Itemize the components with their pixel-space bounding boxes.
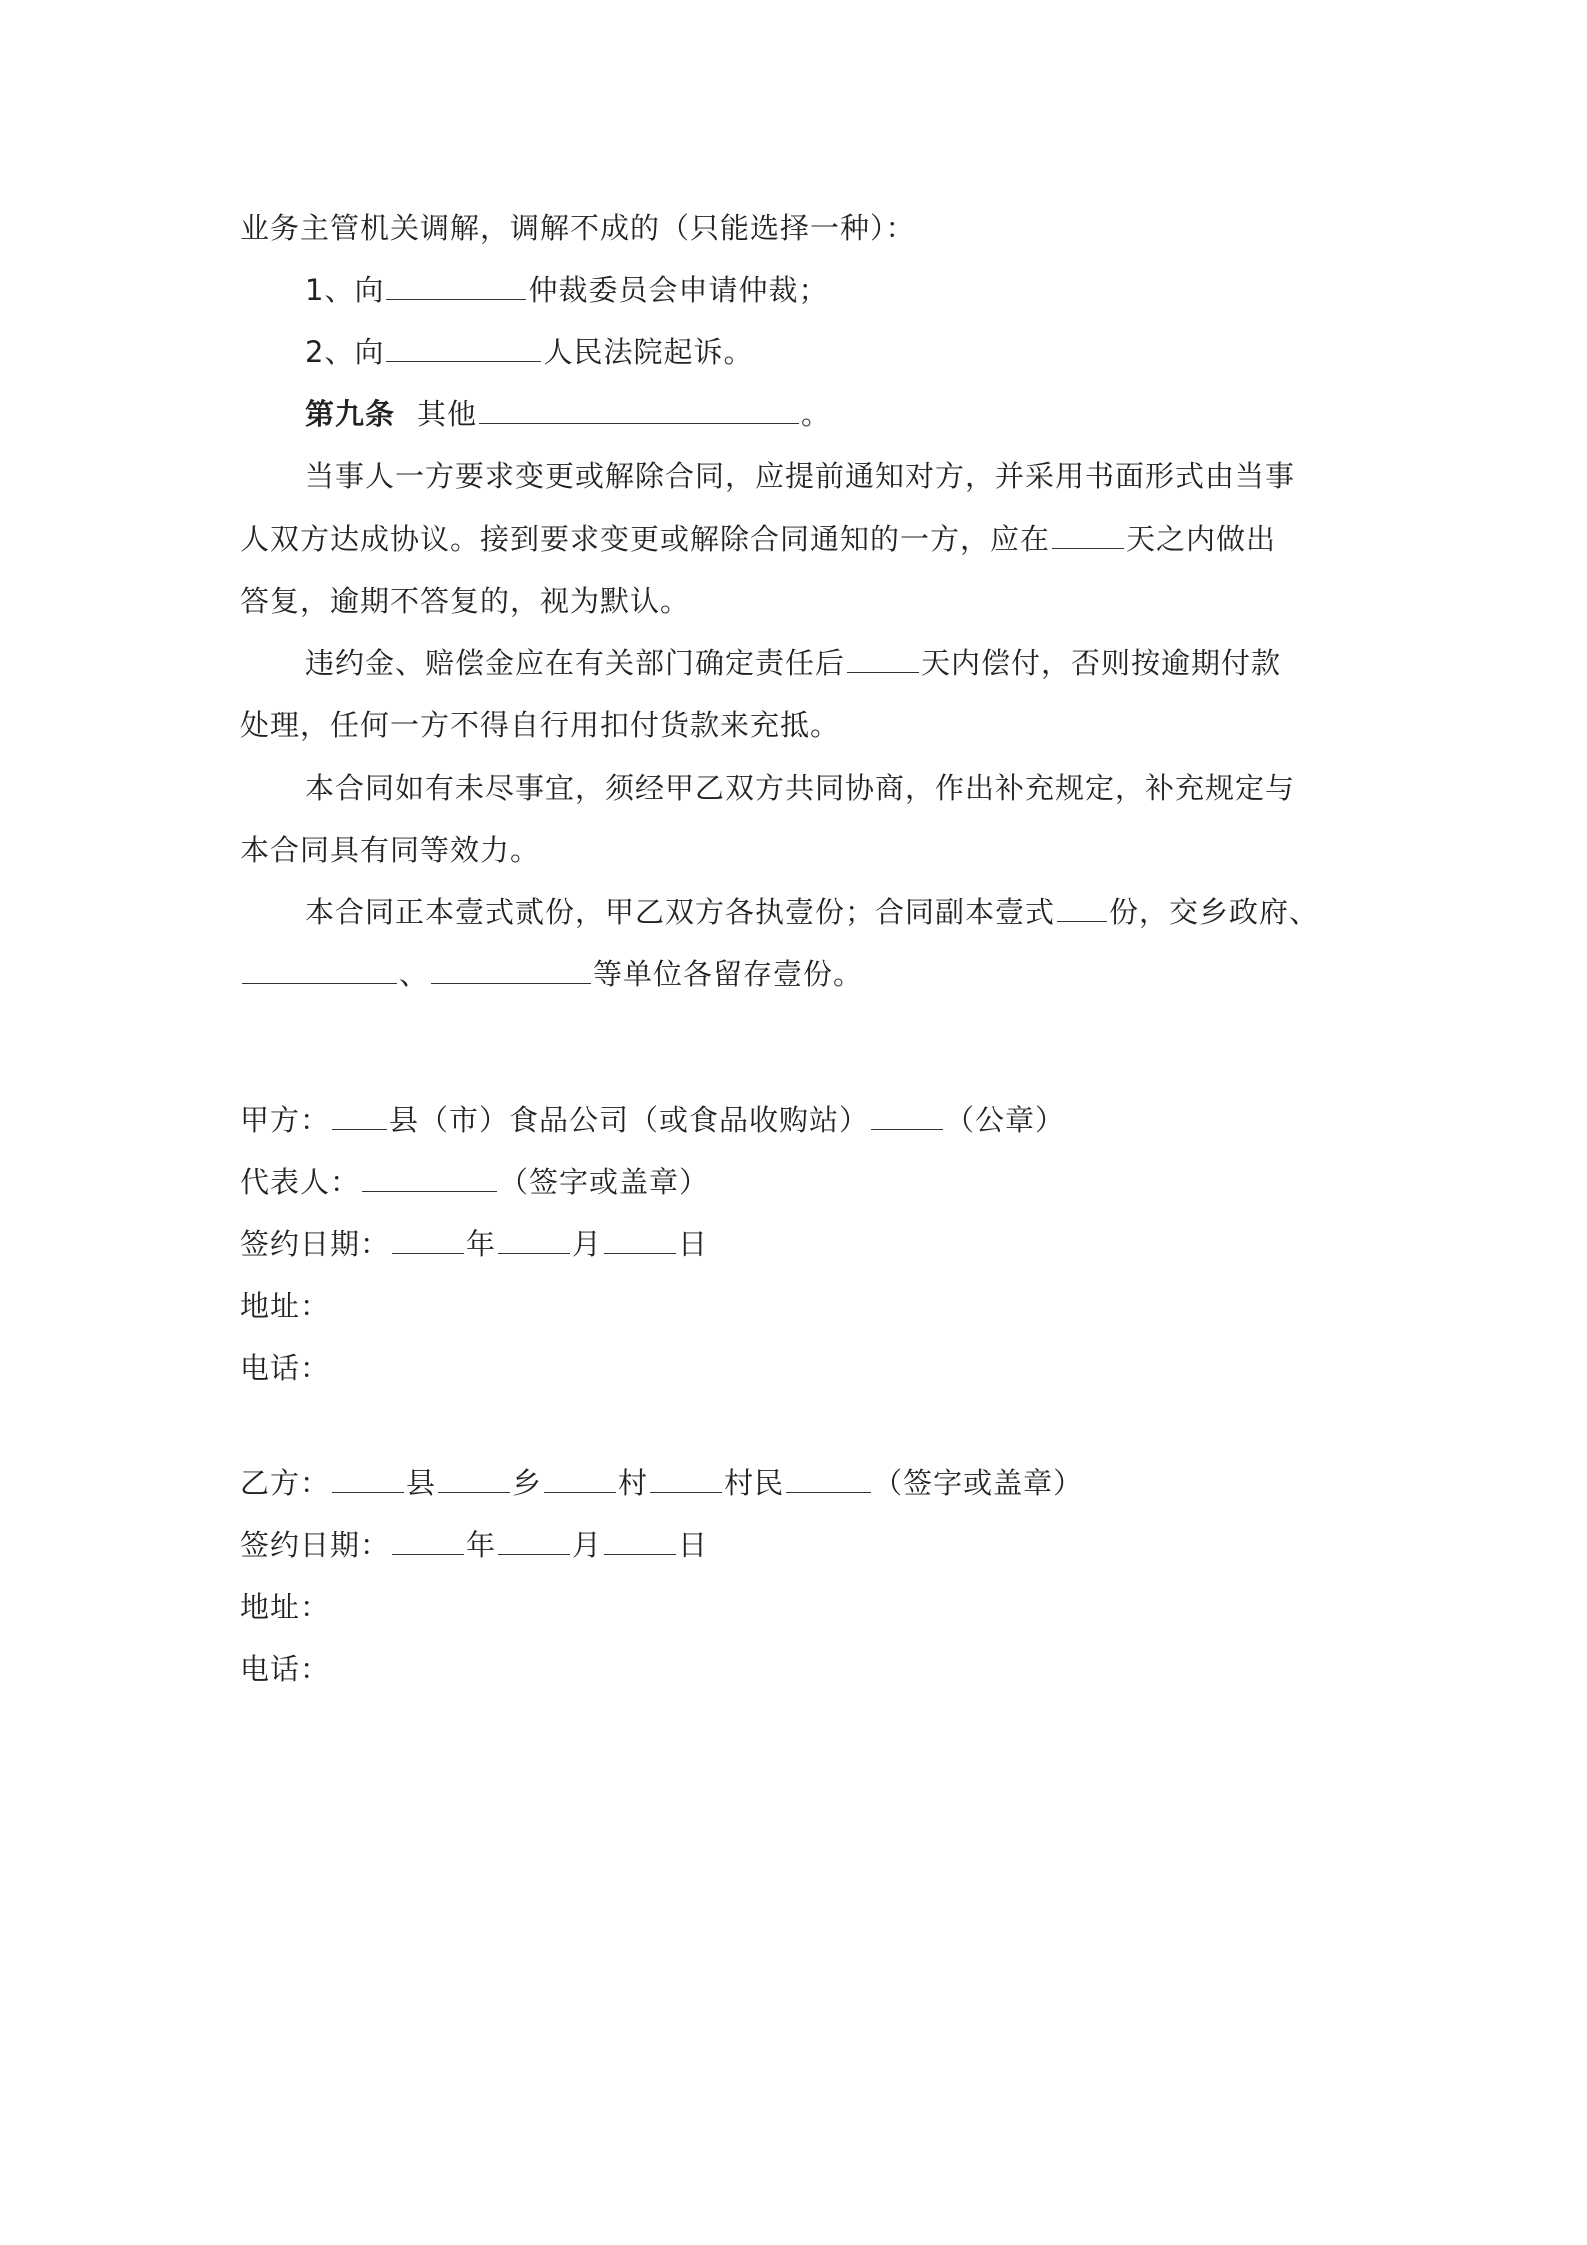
- party-b-phone-label: 电话：: [240, 1652, 331, 1686]
- party-a-month: 月: [572, 1227, 603, 1261]
- party-a-rep-line: [240, 1162, 709, 1202]
- party-a-month-blank[interactable]: [498, 1224, 570, 1254]
- copies-line1: [305, 892, 1319, 932]
- party-a-name-blank[interactable]: [871, 1100, 943, 1130]
- unit2-blank[interactable]: [431, 954, 591, 984]
- copies-line2b: 等单位各留存壹份。: [593, 957, 864, 991]
- article9-text: 其他: [417, 397, 478, 431]
- party-b-county: 县: [406, 1466, 437, 1500]
- party-a-day: 日: [678, 1227, 709, 1261]
- party-b-date-line: [240, 1525, 708, 1565]
- copies-count-blank[interactable]: [1057, 892, 1107, 922]
- article9-end: 。: [801, 397, 832, 431]
- party-b-name-blank[interactable]: [786, 1463, 871, 1493]
- copies-line2: [240, 954, 863, 994]
- party-a-rep-blank[interactable]: [362, 1162, 497, 1192]
- arbitration-option: [305, 270, 828, 310]
- party-a-date-label: 签约日期：: [240, 1227, 391, 1261]
- party-a-phone-label: 电话：: [240, 1351, 331, 1385]
- party-a-line: [240, 1100, 1065, 1140]
- article-9: [305, 394, 831, 434]
- party-b-day: 日: [678, 1528, 709, 1562]
- party-b-township-blank[interactable]: [438, 1463, 510, 1493]
- copies-line1a: 本合同正本壹式贰份，甲乙双方各执壹份；合同副本壹式: [305, 895, 1056, 929]
- party-b-village-blank[interactable]: [544, 1463, 616, 1493]
- mediation-intro: [240, 208, 916, 248]
- arbitration-blank[interactable]: [386, 270, 526, 300]
- party-a-rep-sign: （签字或盖章）: [499, 1165, 710, 1199]
- party-a-address-label: 地址：: [240, 1289, 331, 1323]
- court-blank[interactable]: [386, 332, 541, 362]
- party-a-label: 甲方：: [240, 1103, 331, 1137]
- party-b-sign: （签字或盖章）: [873, 1466, 1084, 1500]
- penalty-line1: [305, 643, 1281, 683]
- party-b-villager-blank[interactable]: [650, 1463, 722, 1493]
- unit1-blank[interactable]: [242, 954, 397, 984]
- supplement-line1-text: 本合同如有未尽事宜，须经甲乙双方共同协商，作出补充规定，补充规定与: [305, 771, 1296, 805]
- notice-days-blank[interactable]: [1052, 519, 1124, 549]
- court-option: [305, 332, 753, 372]
- party-b-phone-line: [240, 1649, 330, 1689]
- change-p1-line2b: 天之内做出: [1126, 522, 1277, 556]
- change-p1-line3: 答复，逾期不答复的，视为默认。: [240, 584, 691, 618]
- change-p1-line1: 当事人一方要求变更或解除合同，应提前通知对方，并采用书面形式由当事: [305, 459, 1296, 493]
- party-b-label: 乙方：: [240, 1466, 331, 1500]
- party-b-township: 乡: [512, 1466, 543, 1500]
- party-a-day-blank[interactable]: [604, 1224, 676, 1254]
- party-a-year: 年: [466, 1227, 497, 1261]
- supplement-line2-text: 本合同具有同等效力。: [240, 833, 541, 867]
- party-a-phone-line: [240, 1348, 330, 1388]
- party-a-company: 县（市）食品公司（或食品收购站）: [389, 1103, 870, 1137]
- article9-blank[interactable]: [479, 394, 799, 424]
- mediation-intro-text: 业务主管机关调解，调解不成的（只能选择一种）：: [240, 211, 916, 245]
- change-paragraph-line2: [240, 519, 1276, 559]
- party-a-year-blank[interactable]: [392, 1224, 464, 1254]
- party-a-rep-label: 代表人：: [240, 1165, 361, 1199]
- copies-line2a: 、: [399, 957, 430, 991]
- party-b-villager: 村民: [724, 1466, 785, 1500]
- penalty-line2: [240, 705, 840, 745]
- party-b-address-line: [240, 1587, 330, 1627]
- party-b-month-blank[interactable]: [498, 1525, 570, 1555]
- party-a-address-line: [240, 1286, 330, 1326]
- penalty-line2-text: 处理，任何一方不得自行用扣付货款来充抵。: [240, 708, 841, 742]
- payment-days-blank[interactable]: [847, 643, 919, 673]
- party-a-county-blank[interactable]: [332, 1100, 387, 1130]
- party-a-date-line: [240, 1224, 708, 1264]
- change-paragraph-line1: [305, 456, 1295, 496]
- copies-line1b: 份，交乡政府、: [1109, 895, 1320, 929]
- supplement-line1: [305, 768, 1295, 808]
- option2-suffix: 人民法院起诉。: [543, 335, 754, 369]
- party-b-county-blank[interactable]: [332, 1463, 404, 1493]
- party-b-year: 年: [466, 1528, 497, 1562]
- penalty-line1a: 违约金、赔偿金应在有关部门确定责任后: [305, 646, 846, 680]
- supplement-line2: [240, 830, 540, 870]
- party-b-month: 月: [572, 1528, 603, 1562]
- party-b-year-blank[interactable]: [392, 1525, 464, 1555]
- article9-title: 第九条: [305, 397, 396, 431]
- change-p1-line2a: 人双方达成协议。接到要求变更或解除合同通知的一方，应在: [240, 522, 1051, 556]
- party-b-day-blank[interactable]: [604, 1525, 676, 1555]
- party-b-address-label: 地址：: [240, 1590, 331, 1624]
- option2-prefix: 2、向: [305, 335, 385, 369]
- party-a-seal: （公章）: [945, 1103, 1066, 1137]
- penalty-line1b: 天内偿付，否则按逾期付款: [921, 646, 1282, 680]
- party-b-line: [240, 1463, 1083, 1503]
- option1-suffix: 仲裁委员会申请仲裁；: [528, 273, 829, 307]
- party-b-village: 村: [618, 1466, 649, 1500]
- change-paragraph-line3: [240, 581, 690, 621]
- option1-prefix: 1、向: [305, 273, 385, 307]
- party-b-date-label: 签约日期：: [240, 1528, 391, 1562]
